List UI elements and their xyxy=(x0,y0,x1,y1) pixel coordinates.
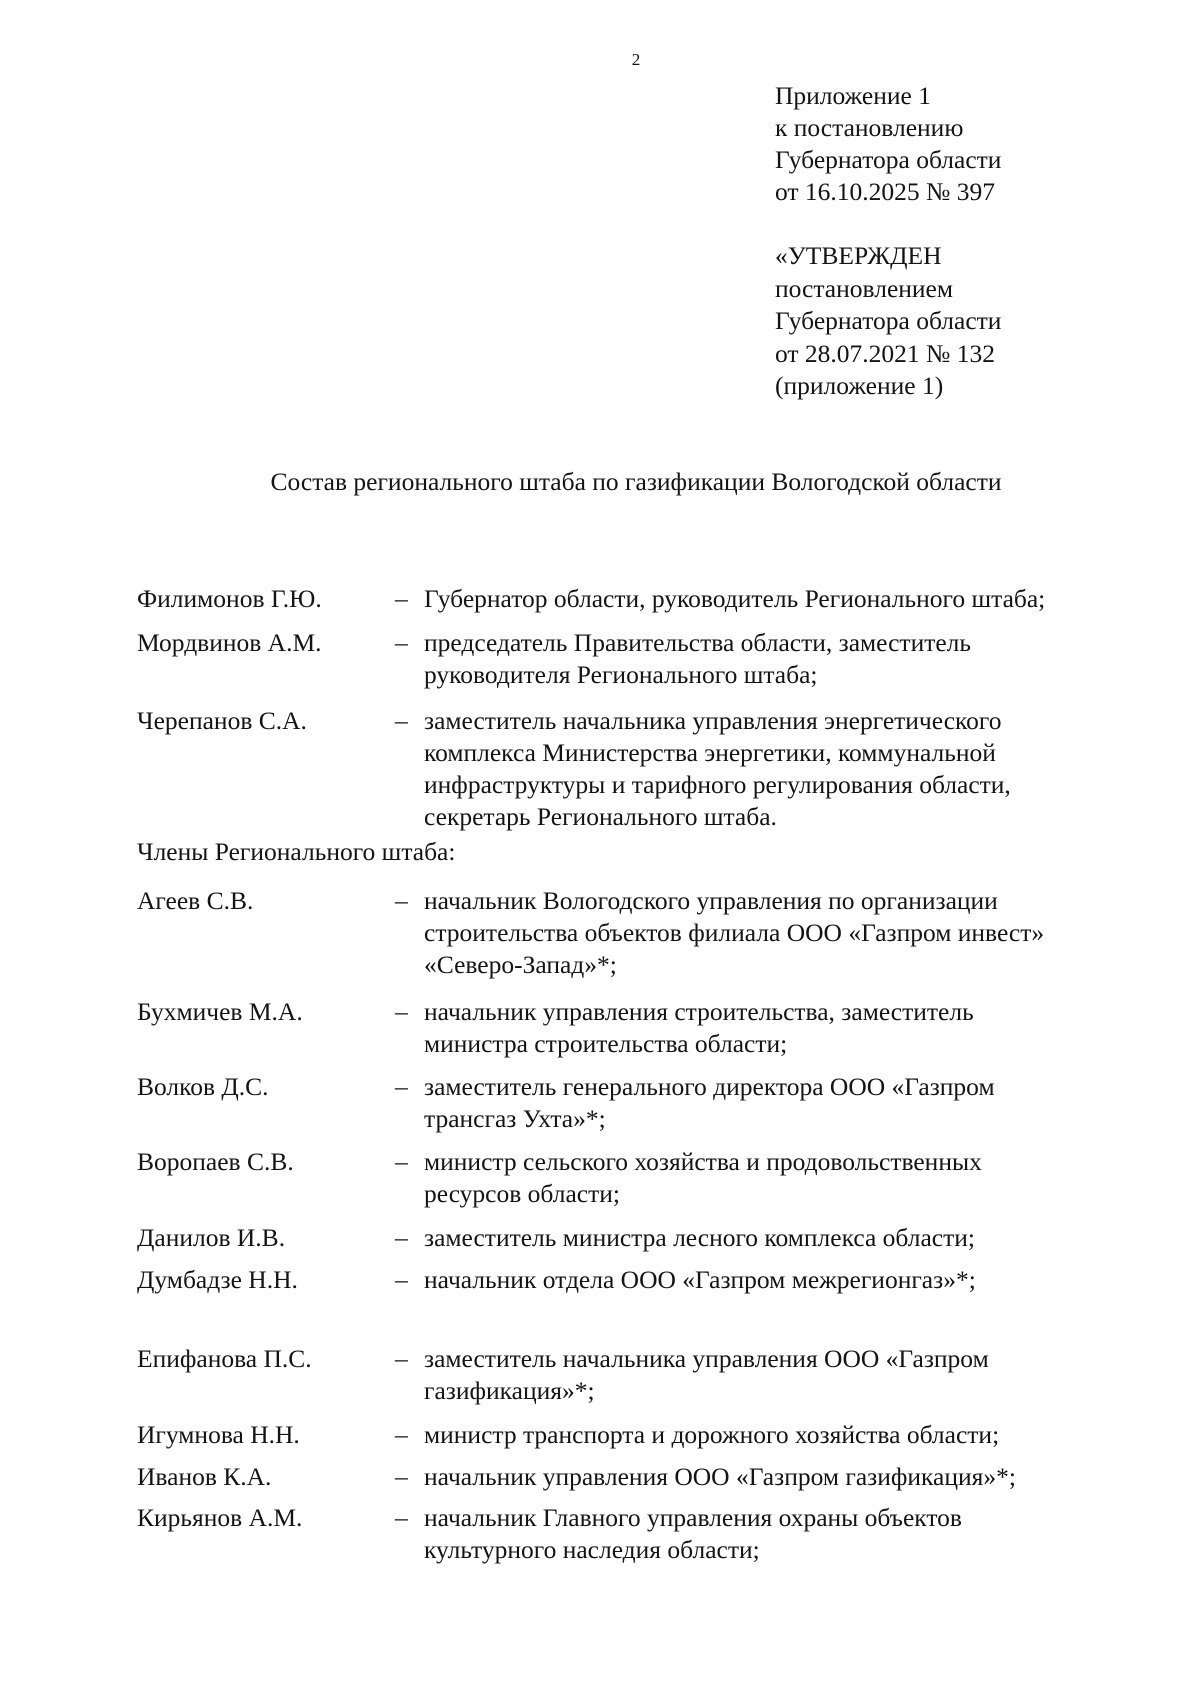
approval-block xyxy=(775,240,1001,403)
role-line: трансгаз Ухта»*; xyxy=(424,1104,606,1133)
role-line: заместитель министра лесного комплекса области; xyxy=(424,1223,976,1252)
role-line: комплекса Министерства энергетики, коммунальной xyxy=(424,738,996,767)
member-name: Иванов К.А. xyxy=(137,1462,272,1491)
member-name: Воропаев С.В. xyxy=(137,1147,294,1176)
member-name: Бухмичев М.А. xyxy=(137,997,303,1026)
role-line: заместитель генерального директора ООО «Газпром xyxy=(424,1072,995,1101)
role-line: «Северо-Запад»*; xyxy=(424,950,617,979)
role-line: начальник управления строительства, заместитель xyxy=(424,997,974,1026)
leader-name: Черепанов С.А. xyxy=(137,706,307,735)
role-line: ресурсов области; xyxy=(424,1179,620,1208)
page-number: 2 xyxy=(631,50,641,69)
dash-separator: – xyxy=(395,1344,408,1373)
member-role xyxy=(424,1343,1144,1407)
document-title: Состав регионального штаба по газификации Вологодской области xyxy=(270,467,1002,496)
member-role xyxy=(424,1502,1144,1566)
appendix-line: Губернатора области xyxy=(775,145,1002,174)
dash-separator: – xyxy=(395,584,408,613)
member-name: Игумнова Н.Н. xyxy=(137,1420,300,1449)
role-line: Губернатор области, руководитель Регионального штаба; xyxy=(424,584,1046,613)
member-role xyxy=(424,1071,1144,1135)
dash-separator: – xyxy=(395,1223,408,1252)
dash-separator: – xyxy=(395,1265,408,1294)
member-role xyxy=(424,1146,1144,1210)
approval-line: (приложение 1) xyxy=(775,371,944,400)
role-line: министр транспорта и дорожного хозяйства области; xyxy=(424,1420,1000,1449)
role-line: начальник Вологодского управления по организации xyxy=(424,886,998,915)
role-line: министра строительства области; xyxy=(424,1029,788,1058)
member-role xyxy=(424,885,1144,981)
role-line: председатель Правительства области, заместитель xyxy=(424,628,972,657)
role-line: начальник отдела ООО «Газпром межрегионгаз»*; xyxy=(424,1265,976,1294)
approval-line: постановлением xyxy=(775,273,954,303)
appendix-line: от 16.10.2025 № 397 xyxy=(775,177,996,206)
leader-name: Мордвинов А.М. xyxy=(137,628,322,657)
dash-separator: – xyxy=(395,1503,408,1532)
dash-separator: – xyxy=(395,886,408,915)
member-role xyxy=(424,1419,1144,1451)
member-role xyxy=(424,1222,1144,1254)
role-line: заместитель начальника управления ООО «Газпром xyxy=(424,1344,989,1373)
role-line: строительства объектов филиала ООО «Газпром инвест» xyxy=(424,918,1045,947)
appendix-line: к постановлению xyxy=(775,113,964,142)
members-heading: Члены Регионального штаба: xyxy=(137,837,456,866)
dash-separator: – xyxy=(395,1072,408,1101)
member-name: Кирьянов А.М. xyxy=(137,1503,303,1532)
dash-separator: – xyxy=(395,1420,408,1449)
member-name: Епифанова П.С. xyxy=(137,1344,312,1373)
leader-role xyxy=(424,583,1144,615)
role-line: министр сельского хозяйства и продовольственных xyxy=(424,1147,982,1176)
member-name: Данилов И.В. xyxy=(137,1223,286,1252)
member-name: Думбадзе Н.Н. xyxy=(137,1265,298,1294)
dash-separator: – xyxy=(395,628,408,657)
member-role xyxy=(424,1461,1144,1493)
role-line: газификация»*; xyxy=(424,1376,595,1405)
member-role xyxy=(424,996,1144,1060)
leader-name: Филимонов Г.Ю. xyxy=(137,584,322,613)
role-line: секретарь Регионального штаба. xyxy=(424,802,777,831)
role-line: заместитель начальника управления энергетического xyxy=(424,706,1002,735)
approval-line: Губернатора области xyxy=(775,306,1002,335)
dash-separator: – xyxy=(395,1462,408,1491)
appendix-block xyxy=(775,80,1001,208)
leader-role xyxy=(424,627,1144,691)
role-line: начальник Главного управления охраны объектов xyxy=(424,1503,962,1532)
member-role xyxy=(424,1264,1144,1296)
dash-separator: – xyxy=(395,706,408,735)
approval-line: от 28.07.2021 № 132 xyxy=(775,338,996,368)
role-line: начальник управления ООО «Газпром газификация»*; xyxy=(424,1462,1016,1491)
leader-role xyxy=(424,705,1144,833)
role-line: культурного наследия области; xyxy=(424,1535,760,1564)
role-line: руководителя Регионального штаба; xyxy=(424,660,818,689)
member-name: Волков Д.С. xyxy=(137,1072,269,1101)
approval-line: «УТВЕРЖДЕН xyxy=(775,241,942,270)
dash-separator: – xyxy=(395,997,408,1026)
dash-separator: – xyxy=(395,1147,408,1176)
role-line: инфраструктуры и тарифного регулирования области, xyxy=(424,770,1011,799)
appendix-line: Приложение 1 xyxy=(775,81,931,110)
member-name: Агеев С.В. xyxy=(137,886,254,915)
